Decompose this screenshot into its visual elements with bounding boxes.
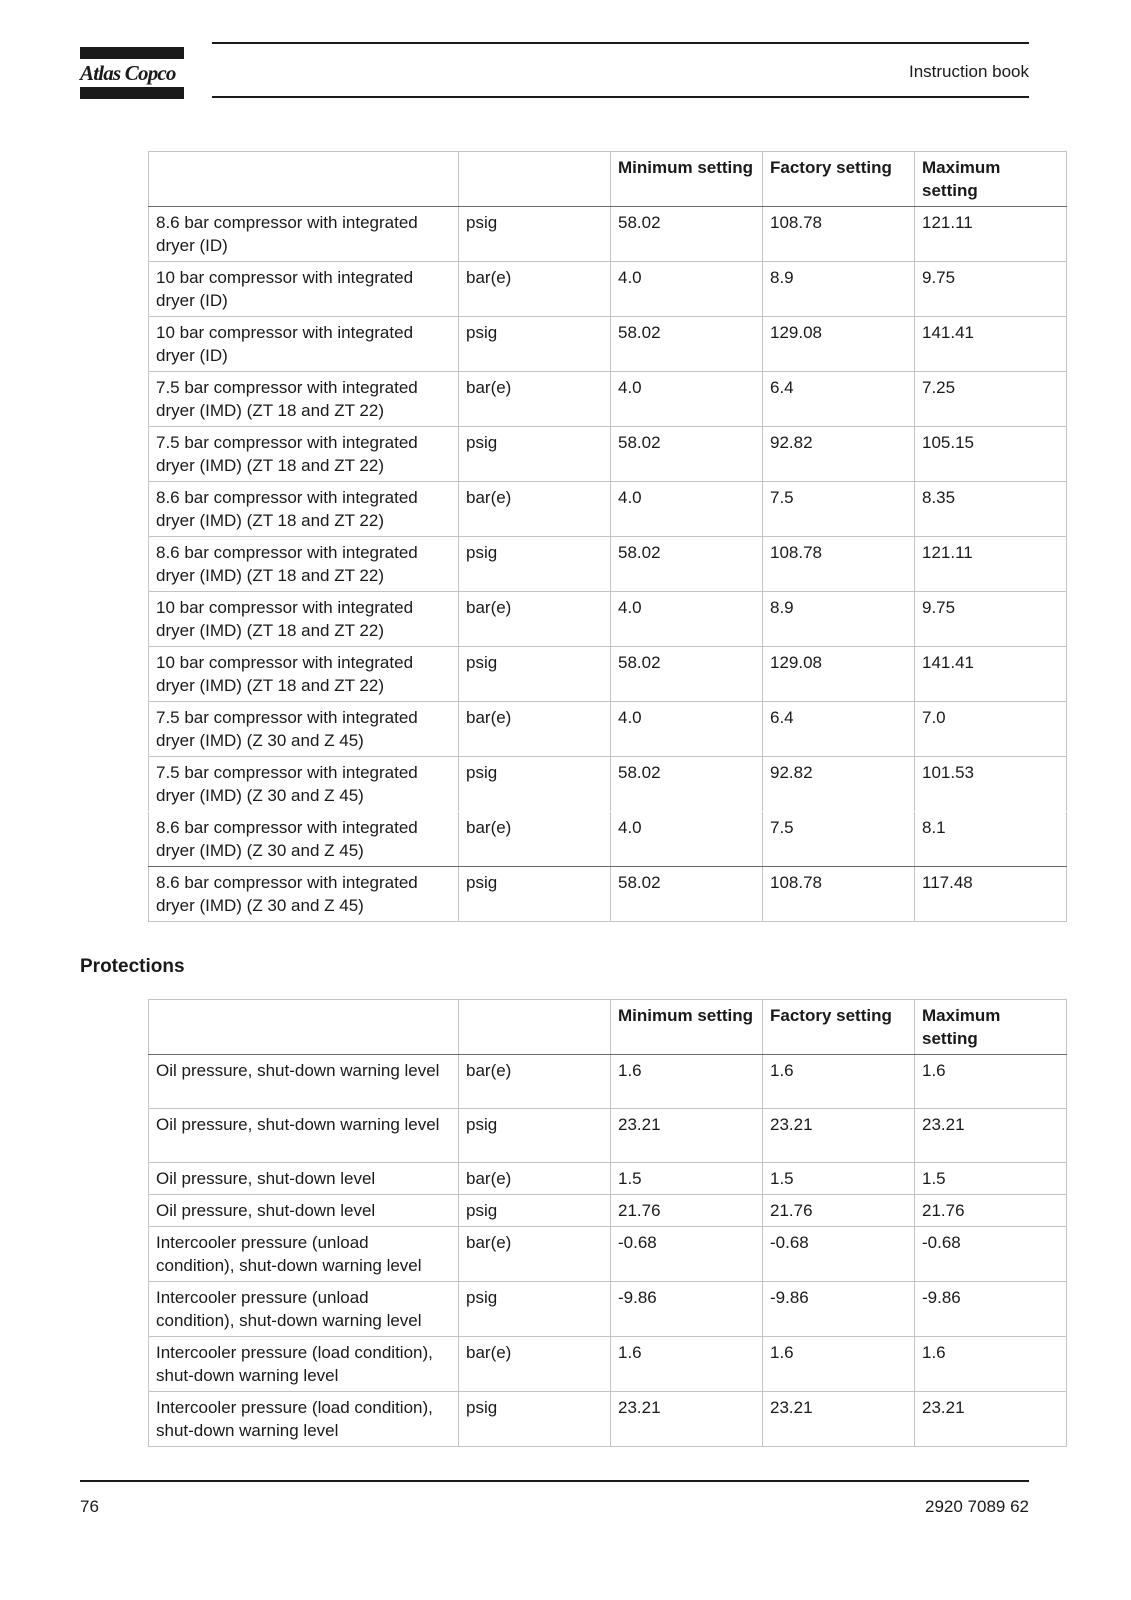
minimum-cell: 4.0 — [611, 702, 763, 757]
description-cell: 10 bar compressor with integrated dryer (ID) — [149, 262, 459, 317]
maximum-cell: 101.53 — [915, 757, 1067, 812]
description-cell: 10 bar compressor with integrated dryer (IMD) (ZT 18 and ZT 22) — [149, 592, 459, 647]
unit-cell: psig — [459, 1392, 611, 1447]
maximum-cell: 7.25 — [915, 372, 1067, 427]
maximum-cell: -0.68 — [915, 1227, 1067, 1282]
minimum-cell: -0.68 — [611, 1227, 763, 1282]
factory-cell: 6.4 — [763, 372, 915, 427]
maximum-cell: -9.86 — [915, 1282, 1067, 1337]
description-cell: Intercooler pressure (unload condition), shut-down warning level — [149, 1227, 459, 1282]
table-row — [149, 592, 1067, 647]
table-row — [149, 1337, 1067, 1392]
factory-cell: 8.9 — [763, 262, 915, 317]
unit-cell: psig — [459, 1195, 611, 1227]
unit-cell: bar(e) — [459, 702, 611, 757]
table-row — [149, 1282, 1067, 1337]
table-row — [149, 482, 1067, 537]
factory-cell: 7.5 — [763, 482, 915, 537]
header-top-rule — [212, 42, 1029, 44]
description-cell: 8.6 bar compressor with integrated dryer (IMD) (ZT 18 and ZT 22) — [149, 537, 459, 592]
logo-top-bar — [80, 47, 184, 59]
unit-cell: bar(e) — [459, 372, 611, 427]
description-cell: Oil pressure, shut-down level — [149, 1195, 459, 1227]
factory-cell: 6.4 — [763, 702, 915, 757]
table-row — [149, 1392, 1067, 1447]
maximum-cell: 9.75 — [915, 592, 1067, 647]
protections-table-body — [149, 1055, 1067, 1447]
maximum-cell: 141.41 — [915, 317, 1067, 372]
unit-cell: psig — [459, 757, 611, 812]
maximum-cell: 1.5 — [915, 1163, 1067, 1195]
unit-cell: bar(e) — [459, 1227, 611, 1282]
settings-table-body — [149, 207, 1067, 922]
column-header-factory: Factory setting — [763, 152, 915, 207]
description-cell: 8.6 bar compressor with integrated dryer (IMD) (Z 30 and Z 45) — [149, 812, 459, 867]
unit-cell: bar(e) — [459, 262, 611, 317]
column-header-maximum: Maximum setting — [915, 152, 1067, 207]
minimum-cell: 58.02 — [611, 647, 763, 702]
maximum-cell: 9.75 — [915, 262, 1067, 317]
description-cell: 10 bar compressor with integrated dryer (IMD) (ZT 18 and ZT 22) — [149, 647, 459, 702]
unit-cell: bar(e) — [459, 812, 611, 867]
factory-cell: 23.21 — [763, 1392, 915, 1447]
description-cell: Oil pressure, shut-down level — [149, 1163, 459, 1195]
column-header — [459, 152, 611, 207]
table-header-row — [149, 152, 1067, 207]
unit-cell: bar(e) — [459, 1055, 611, 1109]
minimum-cell: -9.86 — [611, 1282, 763, 1337]
minimum-cell: 4.0 — [611, 592, 763, 647]
unit-cell: bar(e) — [459, 1163, 611, 1195]
column-header-minimum: Minimum setting — [611, 152, 763, 207]
factory-cell: 129.08 — [763, 647, 915, 702]
description-cell: 7.5 bar compressor with integrated dryer (IMD) (ZT 18 and ZT 22) — [149, 372, 459, 427]
table-row — [149, 317, 1067, 372]
section-title-protections: Protections — [80, 956, 185, 977]
unit-cell: bar(e) — [459, 1337, 611, 1392]
minimum-cell: 4.0 — [611, 262, 763, 317]
maximum-cell: 21.76 — [915, 1195, 1067, 1227]
minimum-cell: 23.21 — [611, 1392, 763, 1447]
unit-cell: psig — [459, 317, 611, 372]
table-row — [149, 1195, 1067, 1227]
unit-cell: bar(e) — [459, 482, 611, 537]
maximum-cell: 8.35 — [915, 482, 1067, 537]
minimum-cell: 1.5 — [611, 1163, 763, 1195]
minimum-cell: 58.02 — [611, 537, 763, 592]
factory-cell: 1.6 — [763, 1055, 915, 1109]
factory-cell: 7.5 — [763, 812, 915, 867]
unit-cell: psig — [459, 537, 611, 592]
minimum-cell: 4.0 — [611, 812, 763, 867]
atlas-copco-logo — [80, 47, 184, 99]
description-cell: 7.5 bar compressor with integrated dryer (IMD) (Z 30 and Z 45) — [149, 702, 459, 757]
factory-cell: 129.08 — [763, 317, 915, 372]
maximum-cell: 23.21 — [915, 1392, 1067, 1447]
maximum-cell: 8.1 — [915, 812, 1067, 867]
logo-wordmark: Atlas Copco — [80, 61, 176, 85]
table-row — [149, 207, 1067, 262]
description-cell: Intercooler pressure (load condition), shut-down warning level — [149, 1337, 459, 1392]
unit-cell: bar(e) — [459, 592, 611, 647]
description-cell: Intercooler pressure (unload condition), shut-down warning level — [149, 1282, 459, 1337]
table-row — [149, 702, 1067, 757]
factory-cell: 108.78 — [763, 867, 915, 922]
description-cell: 8.6 bar compressor with integrated dryer (IMD) (ZT 18 and ZT 22) — [149, 482, 459, 537]
minimum-cell: 58.02 — [611, 427, 763, 482]
factory-cell: 23.21 — [763, 1109, 915, 1163]
factory-cell: 92.82 — [763, 427, 915, 482]
factory-cell: -9.86 — [763, 1282, 915, 1337]
unit-cell: psig — [459, 427, 611, 482]
factory-cell: 1.5 — [763, 1163, 915, 1195]
maximum-cell: 117.48 — [915, 867, 1067, 922]
minimum-cell: 58.02 — [611, 867, 763, 922]
table-row — [149, 1055, 1067, 1109]
minimum-cell: 4.0 — [611, 372, 763, 427]
maximum-cell: 121.11 — [915, 537, 1067, 592]
table-row — [149, 537, 1067, 592]
column-header-minimum: Minimum setting — [611, 1000, 763, 1055]
header-title: Instruction book — [908, 62, 1029, 81]
factory-cell: 108.78 — [763, 537, 915, 592]
description-cell: 8.6 bar compressor with integrated dryer (IMD) (Z 30 and Z 45) — [149, 867, 459, 922]
unit-cell: psig — [459, 647, 611, 702]
table-row — [149, 1227, 1067, 1282]
maximum-cell: 7.0 — [915, 702, 1067, 757]
document-number: 2920 7089 62 — [925, 1497, 1029, 1516]
description-cell: Oil pressure, shut-down warning level — [149, 1109, 459, 1163]
description-cell: 7.5 bar compressor with integrated dryer (IMD) (ZT 18 and ZT 22) — [149, 427, 459, 482]
maximum-cell: 1.6 — [915, 1055, 1067, 1109]
minimum-cell: 1.6 — [611, 1337, 763, 1392]
settings-table — [148, 151, 1067, 922]
table-row — [149, 647, 1067, 702]
description-cell: 7.5 bar compressor with integrated dryer (IMD) (Z 30 and Z 45) — [149, 757, 459, 812]
unit-cell: psig — [459, 867, 611, 922]
minimum-cell: 58.02 — [611, 317, 763, 372]
protections-table — [148, 999, 1067, 1447]
minimum-cell: 4.0 — [611, 482, 763, 537]
maximum-cell: 105.15 — [915, 427, 1067, 482]
column-header — [149, 1000, 459, 1055]
table-row — [149, 1109, 1067, 1163]
description-cell: 8.6 bar compressor with integrated dryer (ID) — [149, 207, 459, 262]
column-header — [149, 152, 459, 207]
maximum-cell: 1.6 — [915, 1337, 1067, 1392]
table-row — [149, 812, 1067, 867]
logo-bottom-bar — [80, 87, 184, 99]
factory-cell: 21.76 — [763, 1195, 915, 1227]
maximum-cell: 141.41 — [915, 647, 1067, 702]
description-cell: 10 bar compressor with integrated dryer (ID) — [149, 317, 459, 372]
minimum-cell: 21.76 — [611, 1195, 763, 1227]
unit-cell: psig — [459, 1282, 611, 1337]
minimum-cell: 58.02 — [611, 207, 763, 262]
factory-cell: -0.68 — [763, 1227, 915, 1282]
factory-cell: 108.78 — [763, 207, 915, 262]
table-row — [149, 757, 1067, 812]
maximum-cell: 23.21 — [915, 1109, 1067, 1163]
maximum-cell: 121.11 — [915, 207, 1067, 262]
description-cell: Oil pressure, shut-down warning level — [149, 1055, 459, 1109]
factory-cell: 8.9 — [763, 592, 915, 647]
table-row — [149, 867, 1067, 922]
table-row — [149, 372, 1067, 427]
table-row — [149, 1163, 1067, 1195]
description-cell: Intercooler pressure (load condition), shut-down warning level — [149, 1392, 459, 1447]
column-header-maximum: Maximum setting — [915, 1000, 1067, 1055]
page-number: 76 — [80, 1497, 99, 1516]
footer-rule — [80, 1480, 1029, 1482]
minimum-cell: 58.02 — [611, 757, 763, 812]
factory-cell: 92.82 — [763, 757, 915, 812]
unit-cell: psig — [459, 207, 611, 262]
column-header — [459, 1000, 611, 1055]
header-bottom-rule — [212, 96, 1029, 98]
column-header-factory: Factory setting — [763, 1000, 915, 1055]
minimum-cell: 23.21 — [611, 1109, 763, 1163]
table-header-row — [149, 1000, 1067, 1055]
table-row — [149, 427, 1067, 482]
factory-cell: 1.6 — [763, 1337, 915, 1392]
unit-cell: psig — [459, 1109, 611, 1163]
table-row — [149, 262, 1067, 317]
minimum-cell: 1.6 — [611, 1055, 763, 1109]
